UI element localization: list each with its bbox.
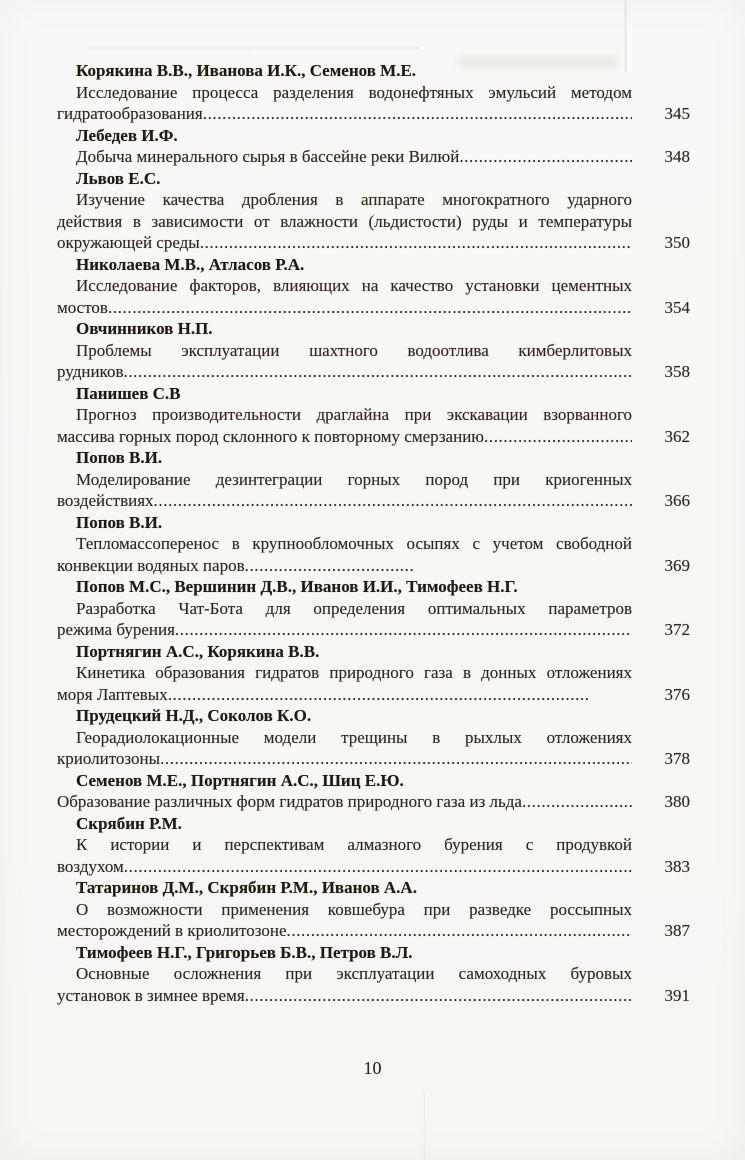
dot-leader [245,985,632,1007]
toc-last-line-text: месторождений в криолитозоне [57,921,287,940]
page-number-ref: 366 [664,491,690,510]
toc-title-line: Проблемы эксплуатации шахтного водоотлива кимберлитовых [76,340,632,360]
dot-leader [123,361,632,383]
toc-last-line [57,985,690,1007]
toc-last-line [57,684,690,706]
dot-leader [287,920,633,942]
toc-last-line-text: воздухом [57,856,124,876]
dot-leader [160,748,632,770]
toc-last-line [57,791,690,813]
toc-authors: Семенов М.Е., Портнягин А.С., Шиц Е.Ю. [76,770,404,790]
toc-entry [57,125,690,168]
toc-title-line: действия в зависимости от влажности (льдистости) руды и температуры [57,211,632,231]
toc-last-line [57,103,690,125]
page-number-ref: 348 [664,147,690,166]
page-number-ref: 372 [664,620,690,639]
toc-title-line: Изучение качества дробления в аппарате многократного ударного [76,190,632,209]
toc-authors: Попов М.С., Вершинин Д.В., Иванов И.И., Тимофеев Н.Г. [76,577,518,596]
table-of-contents [57,60,690,1006]
toc-title-line: Тепломассоперенос в крупнообломочных осыпях с учетом свободной [76,534,632,553]
toc-title-line: Георадиолокационные модели трещины в рыхлых отложениях [76,727,632,747]
toc-last-line-text: Добыча минерального сырья в бассейне реки Вилюй [76,147,460,166]
page-number-ref: 354 [664,297,690,317]
toc-authors: Прудецкий Н.Д., Соколов К.О. [76,706,312,725]
page-number-ref: 376 [664,684,690,704]
dot-leader [154,490,632,512]
toc-last-line [57,555,690,577]
toc-entry [57,641,690,706]
toc-title [57,662,690,705]
toc-last-line [57,920,690,942]
toc-title [57,189,690,254]
toc-title [57,727,690,770]
toc-title [57,469,690,512]
toc-authors: Тимофеев Н.Г., Григорьев Б.В., Петров В.Л. [76,942,413,962]
toc-last-line [57,297,690,319]
toc-title [57,275,690,318]
toc-title [57,404,690,447]
toc-authors: Лебедев И.Ф. [76,125,178,145]
page-number-ref: 383 [664,856,690,876]
toc-last-line-text: установок в зимнее время [57,985,245,1005]
page-number-ref: 362 [664,426,690,446]
toc-last-line-text: Образование различных форм гидратов природного газа из льда [57,792,522,811]
toc-entry [57,60,690,125]
toc-title [57,834,690,877]
toc-title [57,899,690,942]
toc-title-line: Моделирование дезинтеграции горных пород при криогенных [76,469,632,489]
toc-title-line: Исследование процесса разделения водонефтяных эмульсий методом [76,82,632,102]
toc-last-line-text: окружающей среды [57,233,200,252]
toc-last-line [57,490,690,512]
toc-last-line [57,748,690,770]
toc-entry [57,447,690,512]
dot-leader [484,426,632,448]
toc-entry [57,576,690,641]
scan-artifact-ghost-dots [88,47,418,49]
toc-title [57,598,690,641]
toc-title-line: Прогноз производительности драглайна при экскавации взорванного [76,405,632,424]
toc-entry [57,254,690,319]
page-number-ref: 369 [664,555,690,575]
toc-title [57,791,690,813]
dot-leader [200,232,632,254]
toc-entry [57,813,690,878]
toc-entry [57,770,690,813]
toc-entry [57,318,690,383]
toc-last-line-text: массива горных пород склонного к повторному смерзанию [57,426,484,446]
toc-authors: Портнягин А.С., Корякина В.В. [76,641,320,661]
toc-entry [57,705,690,770]
toc-entry [57,512,690,577]
dot-leader [168,684,588,706]
toc-authors: Овчинников Н.П. [76,319,213,338]
page-number-ref: 391 [664,985,690,1005]
toc-title-line: Основные осложнения при эксплуатации самоходных буровых [76,964,632,983]
toc-authors: Попов В.И. [76,512,163,532]
toc-title-line: К истории и перспективам алмазного бурения с продувкой [76,835,632,854]
toc-last-line-text: конвекции водяных паров [57,555,245,575]
toc-entry [57,168,690,254]
toc-authors: Татаринов Д.М., Скрябин Р.М., Иванов А.А. [76,878,417,897]
toc-authors: Корякина В.В., Иванова И.К., Семенов М.Е. [76,61,417,80]
dot-leader [459,146,632,168]
toc-entry [57,942,690,1007]
page-number-ref: 350 [664,233,690,252]
toc-last-line-text: режима бурения [57,620,175,639]
toc-title [57,82,690,125]
dot-leader [175,619,632,641]
toc-title-line: Кинетика образования гидратов природного газа в донных отложениях [76,663,632,682]
toc-last-line [57,426,690,448]
toc-last-line-text: мостов [57,297,108,317]
toc-authors: Панишев С.В [76,383,181,403]
toc-last-line-text: гидратообразования [57,104,203,123]
toc-last-line-text: воздействиях [57,491,154,510]
toc-authors: Николаева М.В., Атласов Р.А. [76,254,305,274]
dot-leader [245,555,415,577]
toc-authors: Скрябин Р.М. [76,813,182,833]
toc-authors: Попов В.И. [76,448,163,467]
page-number-ref: 380 [664,792,690,811]
toc-last-line-text: криолитозоны [57,749,161,768]
toc-last-line-text: рудников [57,362,124,381]
toc-entry [57,383,690,448]
toc-last-line [57,146,690,168]
page-number-ref: 378 [664,749,690,768]
toc-authors: Львов Е.С. [76,168,161,188]
dot-leader [108,297,632,319]
toc-entry [57,877,690,942]
toc-last-line-text: моря Лаптевых [57,684,168,704]
page-footer-number: 10 [363,1058,382,1078]
toc-title [57,533,690,576]
toc-title [57,963,690,1006]
toc-title-line: Исследование факторов, влияющих на качество установки цементных [76,276,632,295]
page-number-ref: 345 [664,104,690,123]
toc-last-line [57,856,690,878]
toc-last-line [57,619,690,641]
toc-title-line: Разработка Чат-Бота для определения оптимальных параметров [76,598,632,618]
toc-title [57,340,690,383]
dot-leader [203,103,632,125]
page-number-ref: 387 [664,921,690,940]
scan-artifact-vertical-line-bottom [424,1092,425,1160]
toc-title-line: О возможности применения ковшебура при разведке россыпных [76,899,632,919]
page-number-ref: 358 [664,362,690,381]
dot-leader [124,856,632,878]
toc-last-line [57,361,690,383]
toc-last-line [57,232,690,254]
toc-title [57,146,690,168]
dot-leader [522,791,632,813]
